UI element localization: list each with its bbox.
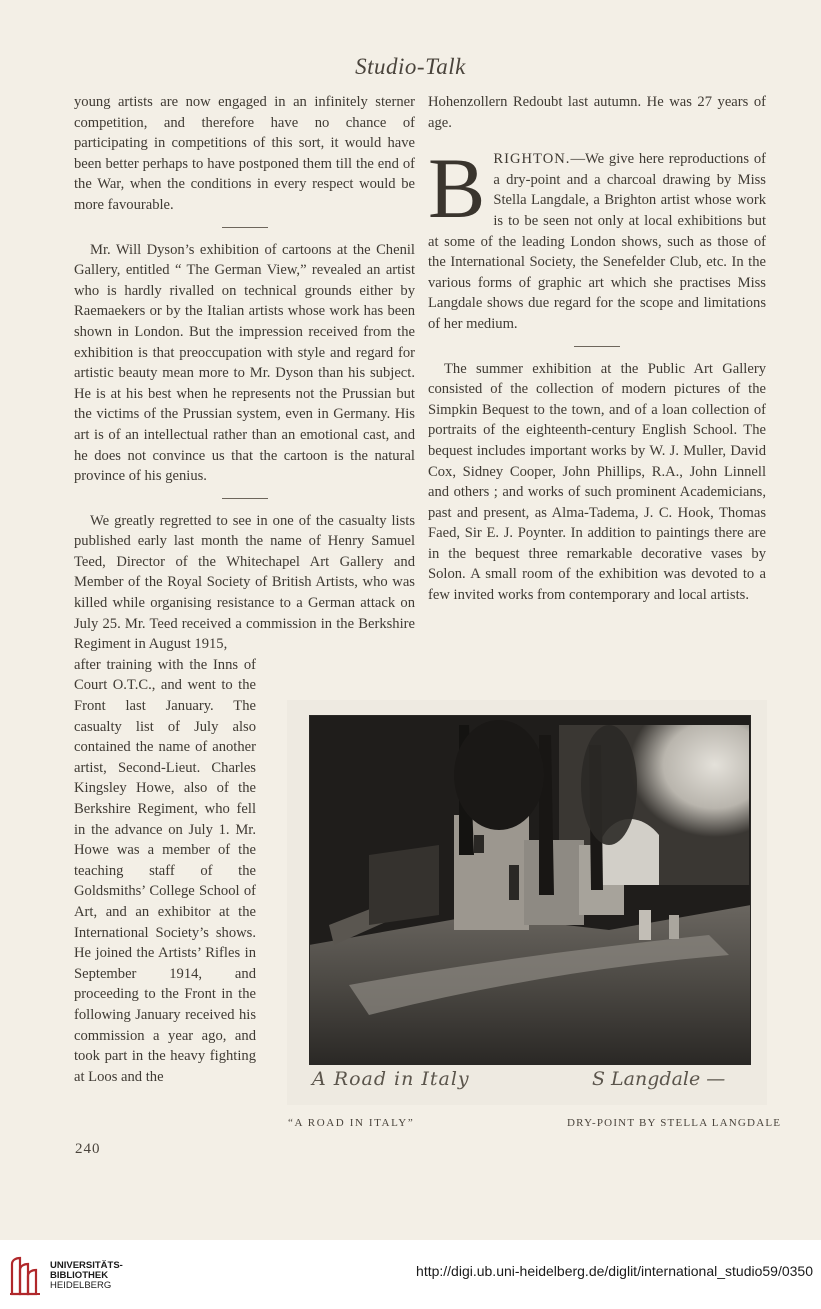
running-title: Studio-Talk [355, 54, 466, 79]
section-divider [222, 227, 268, 228]
digitization-footer [0, 1240, 821, 1309]
page-number: 240 [75, 1141, 101, 1157]
library-name-line: UNIVERSITÄTS- [50, 1260, 123, 1271]
section-lead: RIGHTON. [493, 151, 571, 168]
section-divider [222, 498, 268, 499]
signature-artist: S Langdale — [592, 1068, 726, 1090]
library-name-line: BIBLIOTHEK [50, 1270, 109, 1281]
signature-title: A Road in Italy [312, 1068, 470, 1090]
paragraph-body: —We give here reproductions of a dry-point and a charcoal drawing by Miss Stella Langdale, a Brighton artist whose work is to be seen not only at local exhibitions but at some of the leading London shows, such as those of the International Society, the Senefelder Club, etc. In the various forms of graphic art which she practises Miss Langdale shows due regard for the scope and limitations of her medium. [428, 151, 766, 332]
brighton-section [428, 140, 766, 334]
drypoint-image [309, 715, 751, 1065]
paragraph: Hohenzollern Redoubt last autumn. He was 27 years of age. [428, 94, 766, 131]
library-name [50, 1261, 123, 1291]
caption-credit: DRY-POINT BY STELLA LANGDALE [567, 1117, 782, 1129]
section-divider [574, 346, 620, 347]
drop-cap: B [428, 140, 486, 237]
plate-illustration [287, 700, 767, 1105]
right-column [428, 92, 766, 606]
source-url-link[interactable]: http://digi.ub.uni-heidelberg.de/diglit/international_studio59/0350 [416, 1263, 813, 1279]
library-name-line: HEIDELBERG [50, 1280, 112, 1291]
paragraph-narrow: after training with the Inns of Court O.T.C., and went to the Front last January. The casualty list of July also contained the name of another artist, Second-Lieut. Charles Kingsley Howe, also of the Berkshire Regiment, who fell in the advance on July 1. Mr. Howe was a member of the teaching staff of the Goldsmiths’ College School of Art, and an exhibitor at the International Society’s shows. He joined the Artists’ Rifles in September 1914, and proceeding to the Front in the following January received his commission a year ago, and took part in the heavy fighting at Loos and the [74, 656, 256, 1085]
university-library-logo-icon [8, 1256, 44, 1296]
paragraph: The summer exhibition at the Public Art Gallery consisted of the collection of modern pictures of the Simpkin Bequest to the town, and of a loan collection of portraits of the eighteenth-century English School. The bequest includes important works by W. J. Muller, David Cox, Sidney Cooper, John Phillips, R.A., John Linnell and others ; and works of such prominent Academicians, past and present, as Alma-Tadema, J. C. Hook, Thomas Faed, Sir E. J. Poynter. In addition to paintings there are in the bequest three remarkable decorative vases by Solon. A small room of the exhibition was devoted to a few invited works from contemporary and local artists. [428, 360, 766, 604]
caption-title: “A ROAD IN ITALY” [288, 1117, 415, 1129]
paragraph: Mr. Will Dyson’s exhibition of cartoons at the Chenil Gallery, entitled “ The German View,” revealed an artist who is hardly rivalled on technical grounds either by Raemaekers or by the Italian artists whose work has been shown in London. But the impression received from the exhibition is that preoccupation with style and regard for artistic beauty mean more to Mr. Dyson than his subject. He is at his best when he represents not the Prussian but the victims of the Prussian system, even in Germany. His art is of an intellectual rather than an emotional cast, and he does not convince us that the cartoon is the natural province of his genius. [74, 241, 415, 485]
paragraph: We greatly regretted to see in one of the casualty lists published early last month the name of Henry Samuel Teed, Director of the Whitechapel Art Gallery and Member of the Royal Society of British Artists, who was killed while organising resistance to a German attack on July 25. Mr. Teed received a commission in the Berkshire Regiment in August 1915, [74, 512, 415, 653]
paragraph: young artists are now engaged in an infinitely sterner competition, and therefore have no chance of participating in competitions of this sort, it would have been better perhaps to have postponed them till the end of the War, when the conditions in every respect would be more favourable. [74, 94, 415, 213]
